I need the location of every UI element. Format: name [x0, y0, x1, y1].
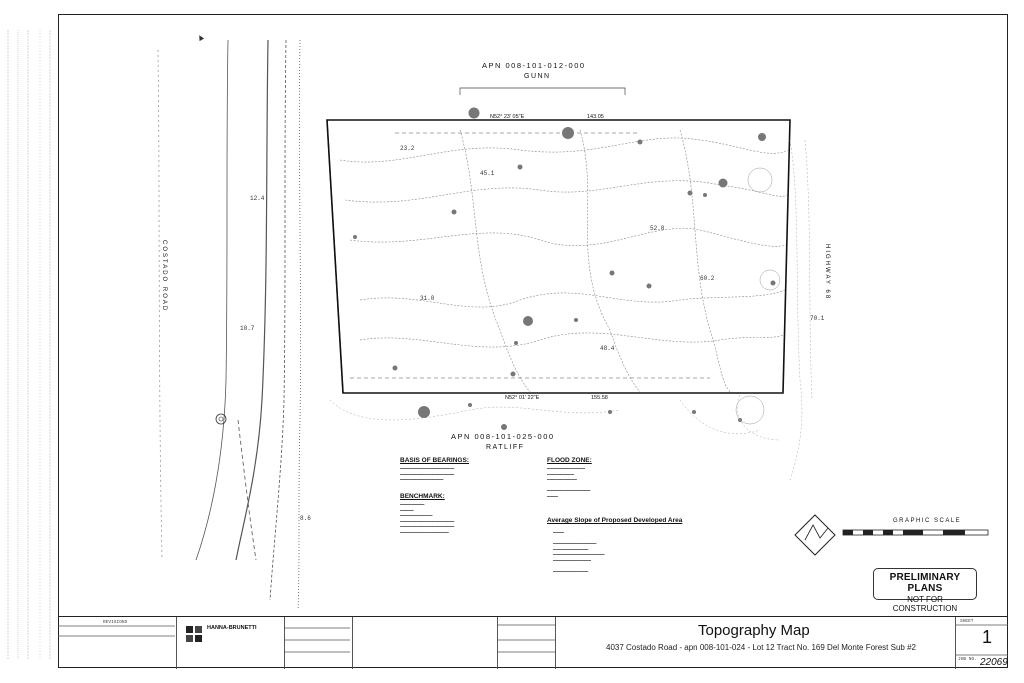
south-line-bearing: N52° 01' 22"E: [505, 395, 540, 401]
graphic-scale-label: GRAPHIC SCALE: [893, 518, 962, 524]
tree-markers: [353, 108, 776, 431]
svg-text:31.0: 31.0: [420, 295, 435, 302]
north-parcel-apn: APN 008-101-012-000: [482, 61, 586, 70]
firm-name: HANNA-BRUNETTI: [207, 625, 257, 631]
map-subtitle: 4037 Costado Road - apn 008-101-024 - Lot 12 Tract No. 169 Del Monte Forest Sub #2: [606, 643, 916, 652]
flood-zone-heading: FLOOD ZONE:: [547, 457, 592, 464]
sheet-number: 1: [982, 627, 993, 647]
job-number-label: JOB NO.: [958, 657, 977, 662]
svg-text:52.8: 52.8: [650, 225, 665, 232]
north-line-bearing: N52° 23' 05"E: [490, 114, 525, 120]
property-boundary: [327, 120, 790, 393]
average-slope-heading: Average Slope of Proposed Developed Area: [547, 517, 683, 524]
east-road-label: HIGHWAY 68: [824, 244, 830, 301]
slope-formula-lines: ━━━━ ━━━━━━━━━━━━━━━━ ━━━━━━━━━━━━━ ━━━━━━━━━━━━━━━━━━━ ━━━━━━━━━━━━━━ ━━━━━━━━━━━━━: [553, 530, 605, 574]
graphic-scale-bar: [843, 530, 988, 535]
svg-text:▲: ▲: [194, 30, 207, 44]
title-block-divider: [284, 617, 285, 669]
title-block-divider: [352, 617, 353, 669]
basis-of-bearings-heading: BASIS OF BEARINGS:: [400, 457, 469, 464]
west-road-label: COSTADO ROAD: [161, 240, 167, 313]
stamp-line-2: NOT FOR CONSTRUCTION: [892, 595, 958, 613]
south-parcel-apn: APN 008-101-025-000: [451, 432, 555, 441]
basis-text-lines: ━━━━━━━━━━━━━━━━━━━━ ━━━━━━━━━━━━━━━━━━━━ ━━━━━━━━━━━━━━━━: [400, 466, 455, 482]
svg-text:60.2: 60.2: [700, 275, 715, 282]
flood-text-lines: ━━━━━━━━━━━━━━ ━━━━━━━━━━ ━━━━━━━━━━━ ━━━━━━━━━━━━━━━━ ━━━━: [547, 466, 591, 499]
svg-text:8.6: 8.6: [300, 515, 311, 522]
benchmark-text-lines: ━━━━━━━━━ ━━━━━ ━━━━━━━━━━━━ ━━━━━━━━━━━━━━━━━━━━ ━━━━━━━━━━━━━━━━━━━━ ━━━━━━━━━━━━━━━━━━: [400, 502, 455, 535]
south-parcel-owner: RATLIFF: [486, 444, 525, 451]
south-line-distance: 155.58: [591, 395, 608, 401]
contour-lines: [340, 130, 788, 392]
north-arrow-icon: [795, 515, 835, 555]
monument-icon: [216, 414, 226, 424]
title-block-divider: [497, 617, 498, 669]
job-number: 22069: [980, 657, 1008, 668]
costado-road-lines: [158, 40, 301, 610]
title-block-divider: [955, 617, 956, 669]
revisions-heading: REVISIONS: [103, 620, 128, 625]
title-block-divider: [176, 617, 177, 669]
sheet-label: SHEET: [960, 619, 974, 624]
svg-text:45.1: 45.1: [480, 170, 495, 177]
benchmark-heading: BENCHMARK:: [400, 493, 445, 500]
svg-text:12.4: 12.4: [250, 195, 265, 202]
svg-text:23.2: 23.2: [400, 145, 415, 152]
svg-text:70.1: 70.1: [810, 315, 825, 322]
svg-text:48.4: 48.4: [600, 345, 615, 352]
map-title: Topography Map: [698, 622, 810, 639]
north-line-distance: 143.05: [587, 114, 604, 120]
svg-text:10.7: 10.7: [240, 325, 255, 332]
title-block-divider: [555, 617, 556, 669]
stamp-line-1: PRELIMINARY PLANS: [889, 572, 961, 594]
margin-notes: [8, 30, 50, 660]
north-parcel-owner: GUNN: [524, 73, 551, 80]
preliminary-plans-stamp: [873, 568, 977, 613]
